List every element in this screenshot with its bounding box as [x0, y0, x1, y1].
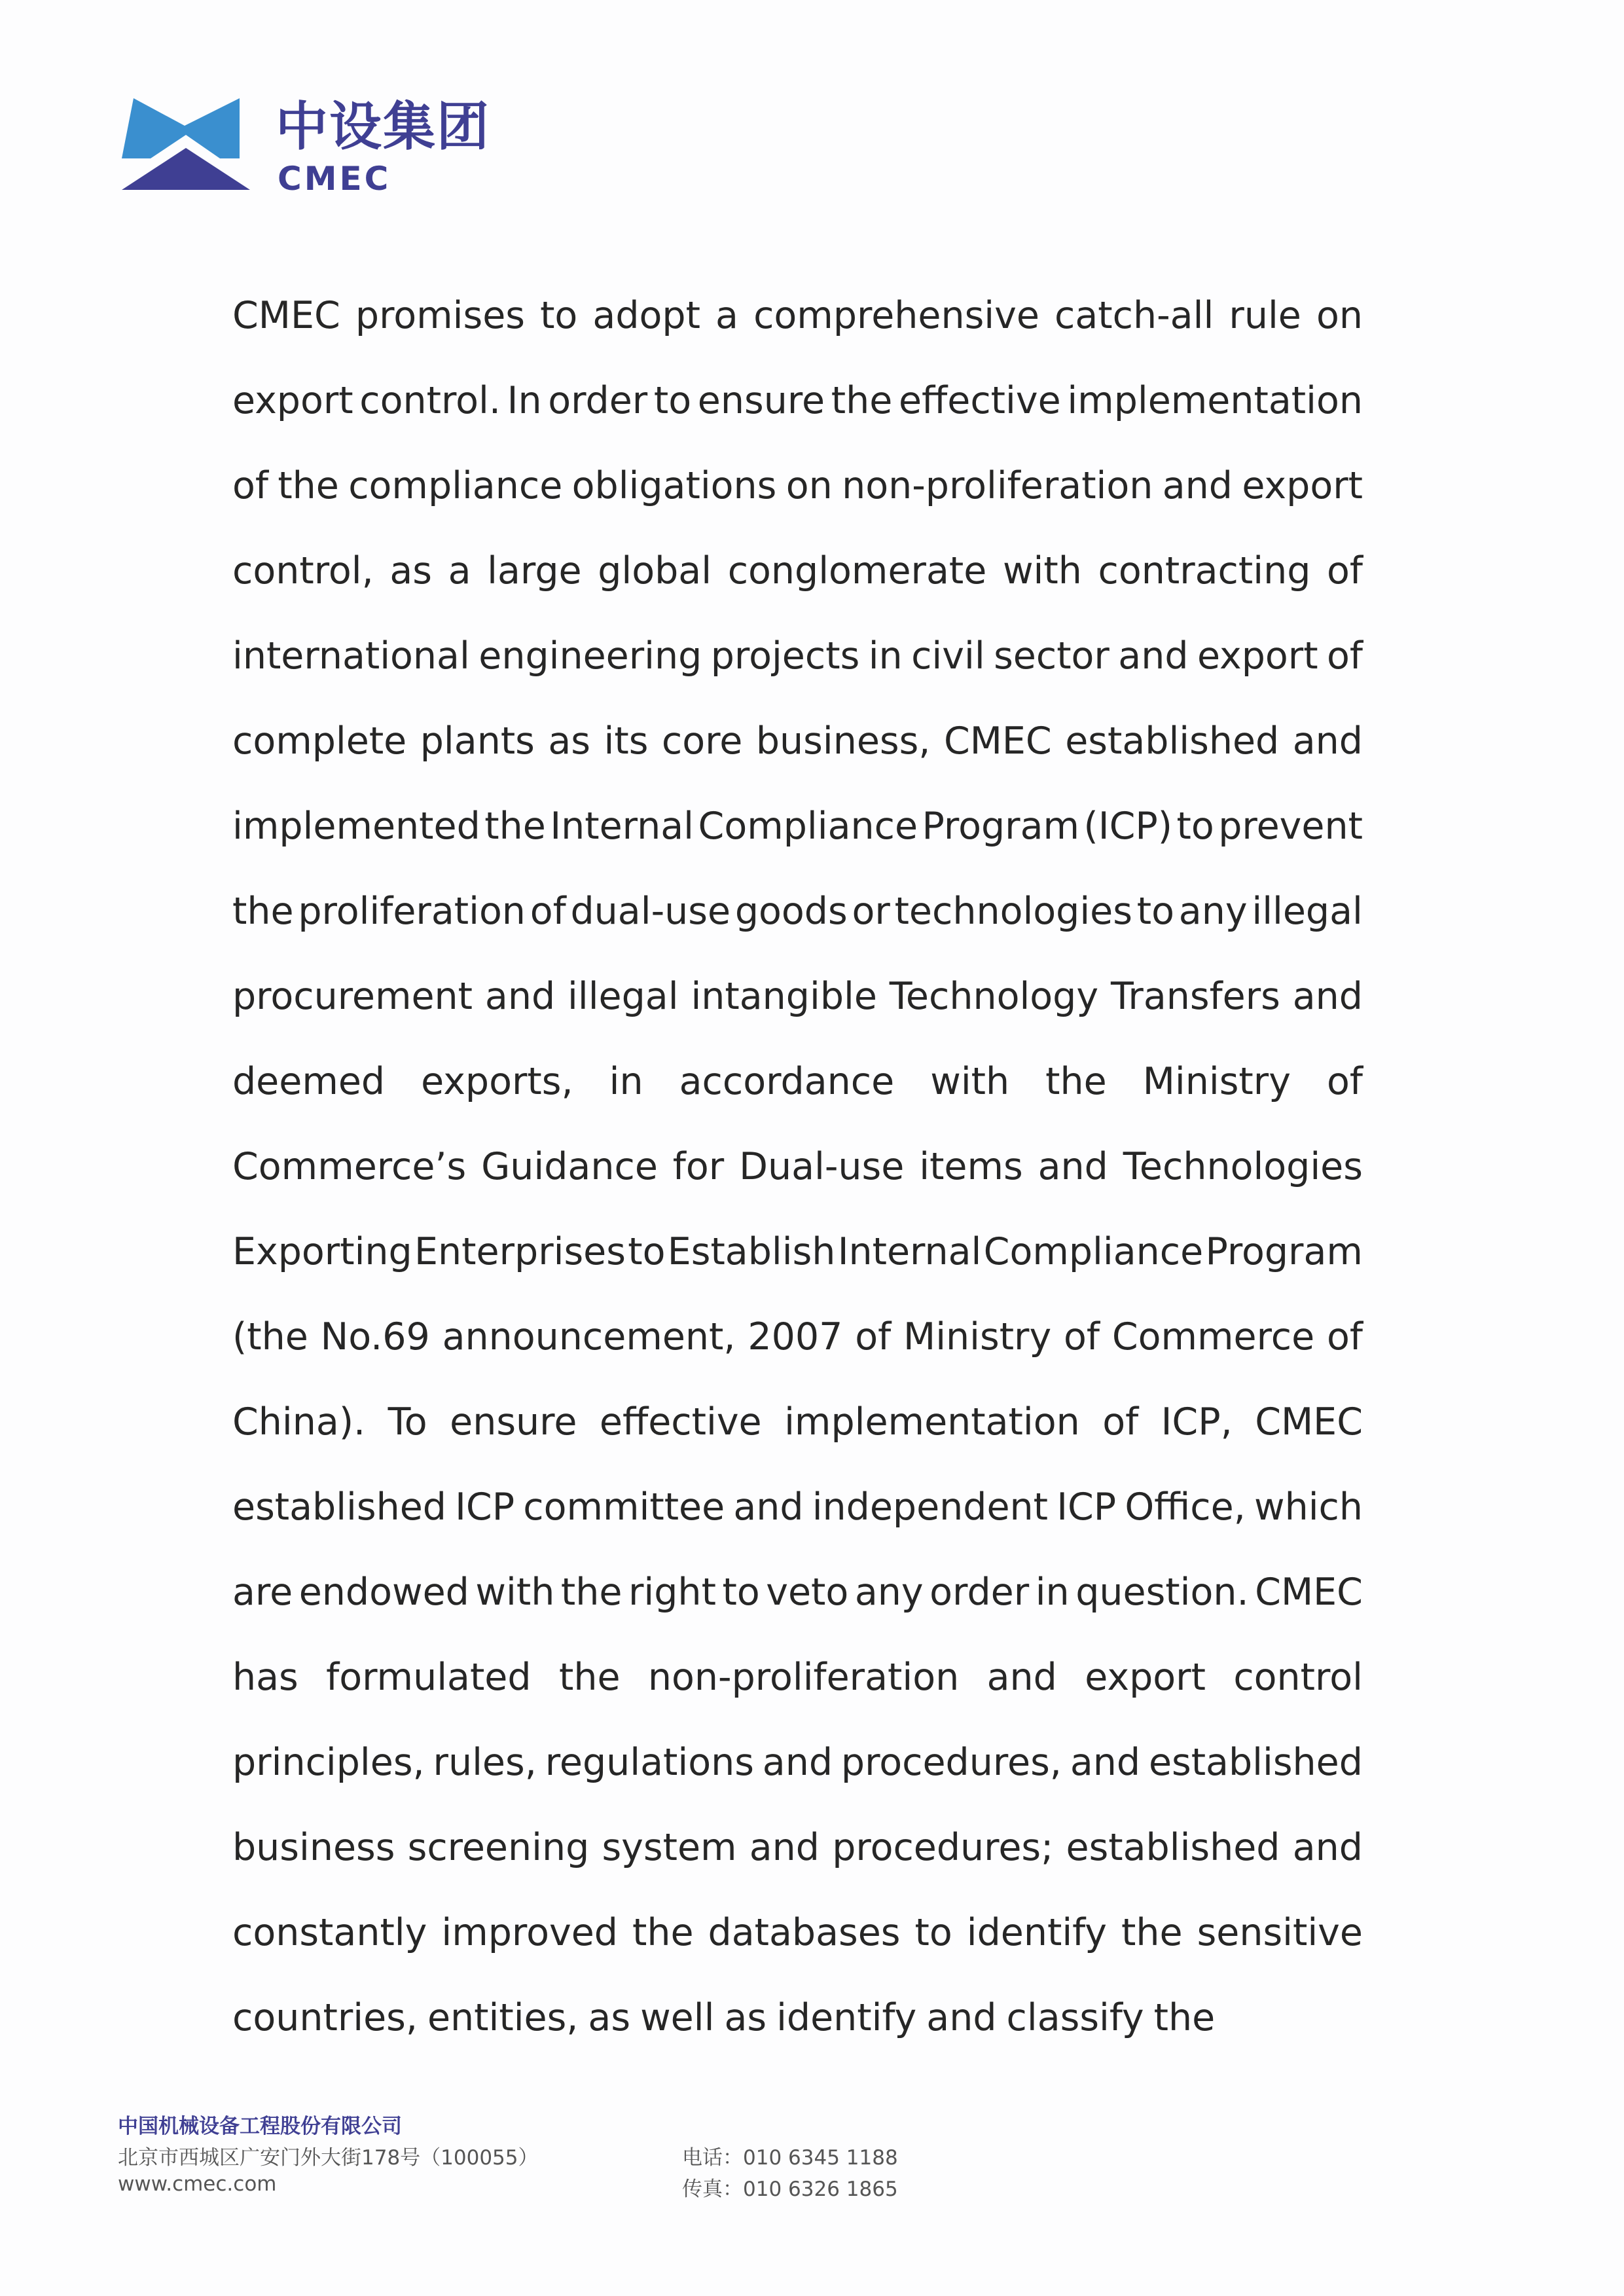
body-word: of [530, 890, 566, 933]
body-word: ensure [450, 1400, 577, 1444]
body-word: illegal [568, 975, 679, 1018]
body-line [232, 1909, 1363, 1994]
body-word: Compliance [698, 805, 918, 848]
body-word: engineering [478, 634, 702, 678]
body-word: CMEC [232, 294, 340, 337]
body-word: non-proliferation [842, 464, 1153, 507]
body-word: databases [708, 1911, 901, 1954]
body-word: Dual-use [739, 1145, 905, 1188]
body-word: in [609, 1060, 643, 1103]
body-word: non-proliferation [647, 1656, 960, 1699]
body-word: and [749, 1826, 820, 1869]
body-word: Enterprises [414, 1230, 626, 1273]
body-word: comprehensive [753, 294, 1039, 337]
body-word: or [852, 890, 890, 933]
body-word: sensitive [1197, 1911, 1363, 1954]
body-word: any [854, 1571, 924, 1614]
footer-phone: 电话：010 6345 1188 [682, 2146, 898, 2170]
body-word: and [986, 1656, 1057, 1699]
body-word: the [1045, 1060, 1107, 1103]
body-word: projects [710, 634, 860, 678]
body-word: accordance [679, 1060, 895, 1103]
body-word: and [733, 1485, 804, 1529]
body-word: Commerce’s [232, 1145, 467, 1188]
body-word: question. [1075, 1571, 1249, 1614]
body-word: global [598, 549, 712, 592]
body-line [232, 292, 1363, 377]
body-word: In [507, 379, 542, 422]
body-word: export [1197, 634, 1318, 678]
cmec-logo [122, 96, 501, 200]
body-line [232, 718, 1363, 803]
body-word: rule [1229, 294, 1301, 337]
body-word: of [1102, 1400, 1139, 1444]
body-word: endowed [298, 1571, 469, 1614]
body-line [232, 1994, 1363, 2079]
body-word: with [1002, 549, 1082, 592]
body-word: Internal [550, 805, 695, 848]
body-word: Technology [889, 975, 1099, 1018]
body-word: the [1121, 1911, 1183, 1954]
body-word: as [724, 1996, 767, 2039]
brand-name-chinese: 中设集团 [276, 96, 490, 157]
body-word: order [548, 379, 648, 422]
body-word: effective [898, 379, 1061, 422]
body-word: Office, [1125, 1485, 1246, 1529]
footer-fax: 传真：010 6326 1865 [682, 2178, 898, 2201]
body-word: and [1118, 634, 1189, 678]
body-word: to [914, 1911, 952, 1954]
body-word: the [484, 805, 546, 848]
body-word: conglomerate [727, 549, 987, 592]
body-word: export [1242, 464, 1363, 507]
body-word: with [930, 1060, 1010, 1103]
body-word: Program [1205, 1230, 1363, 1273]
body-word: identify [966, 1911, 1107, 1954]
body-line [232, 462, 1363, 547]
body-word: Establish [667, 1230, 836, 1273]
body-word: veto [766, 1571, 849, 1614]
body-word: of [1327, 634, 1363, 678]
body-word: the [558, 1656, 621, 1699]
body-word: the [560, 1571, 623, 1614]
body-word: as [389, 549, 432, 592]
body-word: established [1065, 720, 1280, 763]
body-word: implemented [232, 805, 480, 848]
body-word: established [1066, 1826, 1280, 1869]
body-word: the [1153, 1996, 1216, 2039]
body-word: which [1254, 1485, 1363, 1529]
body-word: its [604, 720, 649, 763]
body-word: business, [755, 720, 931, 763]
body-word: any [1178, 890, 1248, 933]
body-word: of [1327, 549, 1363, 592]
body-word: order [929, 1571, 1030, 1614]
body-word: China). [232, 1400, 366, 1444]
body-word: of [1064, 1315, 1100, 1358]
body-line [232, 1824, 1363, 1909]
body-word: screening [407, 1826, 590, 1869]
body-word: countries, [232, 1996, 418, 2039]
body-word: No.69 [320, 1315, 430, 1358]
body-word: implementation [784, 1400, 1080, 1444]
body-word: goods [734, 890, 848, 933]
body-word: Internal [837, 1230, 982, 1273]
body-word: Commerce [1111, 1315, 1315, 1358]
body-line [232, 1569, 1363, 1654]
body-word: obligations [571, 464, 777, 507]
body-word: and [926, 1996, 997, 2039]
body-word: proliferation [298, 890, 526, 933]
body-word: regulations [545, 1741, 754, 1784]
body-word: CMEC [1255, 1400, 1363, 1444]
body-word: procedures; [832, 1826, 1054, 1869]
body-word: Program [922, 805, 1080, 848]
body-word: the [232, 890, 294, 933]
body-word: to [628, 1230, 666, 1273]
body-word: identify [776, 1996, 917, 2039]
body-word: and [1292, 975, 1363, 1018]
body-word: plants [420, 720, 535, 763]
body-word: of [232, 464, 268, 507]
body-word: established [1148, 1741, 1363, 1784]
body-word: Compliance [983, 1230, 1204, 1273]
body-word: Ministry [903, 1315, 1052, 1358]
body-word: technologies [894, 890, 1132, 933]
body-word: the [278, 464, 339, 507]
body-word: of [1327, 1315, 1363, 1358]
body-word: ICP [1056, 1485, 1117, 1529]
body-word: sector [994, 634, 1110, 678]
body-word: civil [911, 634, 985, 678]
body-word: deemed [232, 1060, 386, 1103]
body-word: announcement, [442, 1315, 736, 1358]
body-word: rules, [433, 1741, 537, 1784]
body-word: export [1085, 1656, 1206, 1699]
body-word: the [632, 1911, 694, 1954]
body-line [232, 888, 1363, 973]
body-line [232, 1739, 1363, 1824]
body-word: independent [812, 1485, 1049, 1529]
body-line [232, 973, 1363, 1058]
body-line [232, 1484, 1363, 1569]
body-word: CMEC [943, 720, 1052, 763]
body-word: compliance [348, 464, 563, 507]
body-word: 2007 [748, 1315, 843, 1358]
body-word: large [487, 549, 582, 592]
body-word: adopt [592, 294, 700, 337]
letterhead-footer [118, 2109, 1506, 2208]
body-word: principles, [232, 1741, 425, 1784]
body-word: intangible [691, 975, 877, 1018]
body-line [232, 1228, 1363, 1313]
letter-body [232, 292, 1363, 2079]
body-line [232, 1654, 1363, 1739]
body-word: exports, [421, 1060, 573, 1103]
body-line [232, 803, 1363, 888]
body-word: (ICP) [1083, 805, 1172, 848]
body-line [232, 547, 1363, 632]
body-word: and [1070, 1741, 1141, 1784]
body-word: effective [599, 1400, 762, 1444]
body-word: well [640, 1996, 715, 2039]
body-word: complete [232, 720, 407, 763]
body-word: are [232, 1571, 293, 1614]
body-line [232, 1398, 1363, 1484]
body-word: committee [523, 1485, 725, 1529]
body-word: international [232, 634, 470, 678]
body-word: entities, [427, 1996, 579, 2039]
body-word: to [1176, 805, 1214, 848]
body-word: items [919, 1145, 1023, 1188]
body-word: right [628, 1571, 716, 1614]
body-word: classify [1006, 1996, 1144, 2039]
body-word: and [1292, 1826, 1363, 1869]
body-word: control, [232, 549, 374, 592]
body-word: core [661, 720, 743, 763]
body-word: and [484, 975, 556, 1018]
body-word: export [232, 379, 353, 422]
body-word: and [1162, 464, 1233, 507]
body-word: has [232, 1656, 298, 1699]
body-word: and [1038, 1145, 1108, 1188]
body-word: procurement [232, 975, 473, 1018]
body-word: CMEC [1255, 1571, 1363, 1614]
body-word: promises [355, 294, 525, 337]
body-word: as [588, 1996, 631, 2039]
body-word: to [1136, 890, 1174, 933]
body-word: To [388, 1400, 427, 1444]
body-word: dual-use [570, 890, 731, 933]
body-word: in [1035, 1571, 1070, 1614]
body-word: constantly [232, 1911, 427, 1954]
body-word: with [475, 1571, 555, 1614]
body-word: control. [359, 379, 501, 422]
body-word: to [540, 294, 578, 337]
body-word: contracting [1098, 549, 1311, 592]
body-word: Exporting [232, 1230, 412, 1273]
body-line [232, 1313, 1363, 1398]
body-word: on [1316, 294, 1363, 337]
body-word: of [855, 1315, 892, 1358]
brand-name-english: CMEC [278, 160, 391, 198]
body-word: system [602, 1826, 737, 1869]
body-line [232, 1058, 1363, 1143]
body-word: and [762, 1741, 833, 1784]
body-word: a [715, 294, 738, 337]
body-word: (the [232, 1315, 308, 1358]
body-word: ICP, [1161, 1400, 1233, 1444]
body-word: Guidance [481, 1145, 658, 1188]
body-word: ICP [455, 1485, 515, 1529]
body-word: procedures, [840, 1741, 1062, 1784]
body-line [232, 377, 1363, 462]
body-word: illegal [1252, 890, 1363, 933]
footer-address: 北京市西城区广安门外大街178号（100055） [118, 2146, 539, 2170]
body-word: formulated [326, 1656, 532, 1699]
body-line [232, 1143, 1363, 1228]
body-word: Ministry [1142, 1060, 1291, 1103]
body-word: control [1233, 1656, 1363, 1699]
body-word: a [448, 549, 471, 592]
body-word: ensure [697, 379, 825, 422]
body-word: implementation [1067, 379, 1363, 422]
body-word: and [1292, 720, 1363, 763]
body-line [232, 632, 1363, 718]
body-word: Transfers [1110, 975, 1280, 1018]
footer-company-name: 中国机械设备工程股份有限公司 [118, 2115, 402, 2138]
body-word: the [831, 379, 893, 422]
body-word: for [672, 1145, 725, 1188]
body-word: Technologies [1123, 1145, 1363, 1188]
cmec-mountain-logo-icon [122, 96, 253, 192]
body-word: business [232, 1826, 395, 1869]
body-word: improved [441, 1911, 618, 1954]
body-word: on [785, 464, 833, 507]
body-word: catch-all [1055, 294, 1214, 337]
body-word: to [722, 1571, 760, 1614]
body-word: as [548, 720, 591, 763]
footer-website: www.cmec.com [118, 2172, 277, 2196]
body-word: in [868, 634, 903, 678]
body-word: established [232, 1485, 446, 1529]
body-word: prevent [1218, 805, 1363, 848]
body-word: to [653, 379, 692, 422]
body-word: of [1326, 1060, 1363, 1103]
